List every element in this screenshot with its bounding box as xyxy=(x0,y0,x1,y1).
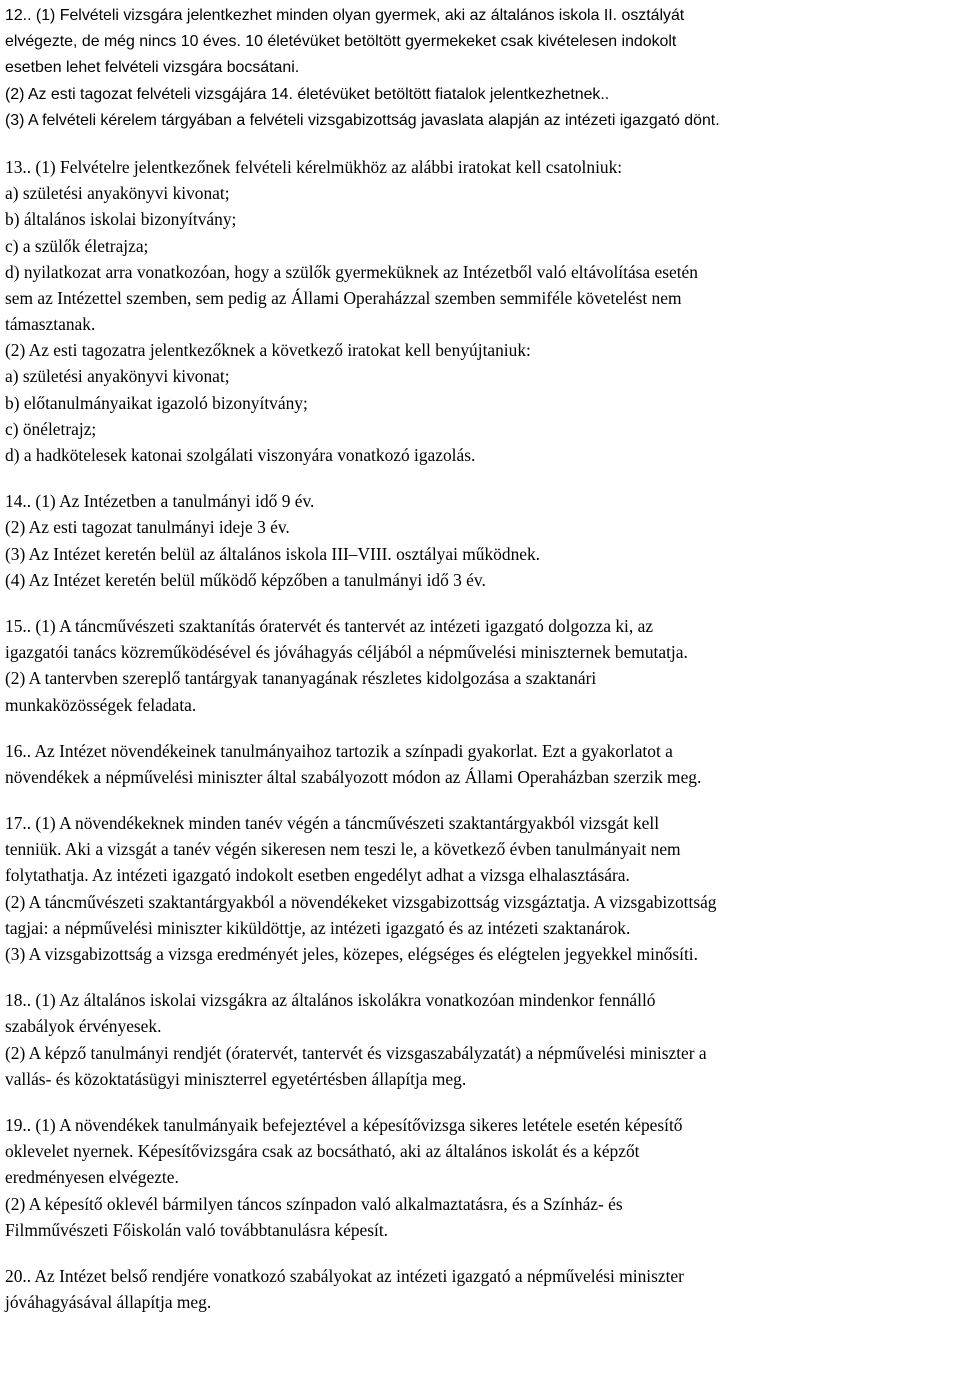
text-line: (3) A felvételi kérelem tárgyában a felvételi vizsgabizottság javaslata alapján az intézeti igazgató dönt. xyxy=(5,111,720,129)
text-line: jóváhagyásával állapítja meg. xyxy=(5,1292,212,1313)
text-line: b) előtanulmányaikat igazoló bizonyítvány; xyxy=(5,392,308,413)
text-line: d) a hadkötelesek katonai szolgálati viszonyára vonatkozó igazolás. xyxy=(5,445,476,465)
text-line: 12.. (1) Felvételi vizsgára jelentkezhet minden olyan gyermek, aki az általános iskola II. osztályát xyxy=(5,7,685,24)
text-line: (2) A tantervben szereplő tantárgyak tananyagának részletes kidolgozása a szaktanári xyxy=(5,668,597,689)
text-line: vallás- és közoktatásügyi miniszterrel egyetértésben állapítja meg. xyxy=(5,1068,467,1089)
text-line: (2) Az esti tagozat felvételi vizsgájára 14. életévüket betöltött fiatalok jelentkezhetnek.. xyxy=(5,85,610,103)
text-line: a) születési anyakönyvi kivonat; xyxy=(5,366,230,387)
paragraph-section xyxy=(5,3,957,134)
text-line: 17.. (1) A növendékeknek minden tanév végén a táncművészeti szaktantárgyakból vizsgát kell xyxy=(5,813,660,834)
paragraph-section xyxy=(5,613,957,718)
paragraph-section xyxy=(5,987,957,1092)
text-line: (2) A képző tanulmányi rendjét (óratervét, tantervét és vizsgaszabályzatát) a népművelési miniszter a xyxy=(5,1042,707,1063)
text-line: növendékek a népművelési miniszter által szabályozott módon az Állami Operaházban szerzik meg. xyxy=(5,766,702,787)
text-line: tagjai: a népművelési miniszter kiküldöttje, az intézeti igazgató és az intézeti szaktanárok. xyxy=(5,917,631,938)
text-line: 20.. Az Intézet belső rendjére vonatkozó szabályokat az intézeti igazgató a népművelési miniszter xyxy=(5,1265,684,1286)
text-line: tenniük. Aki a vizsgát a tanév végén sikeresen nem teszi le, a következő évben tanulmányait nem xyxy=(5,839,681,860)
text-line: (2) A táncművészeti szaktantárgyakból a növendékeket vizsgabizottság vizsgáztatja. A vizsgabizottság xyxy=(5,891,717,912)
text-line: szabályok érvényesek. xyxy=(5,1016,162,1037)
text-line: (3) Az Intézet keretén belül az általános iskola III–VIII. osztályai működnek. xyxy=(5,543,541,564)
text-line: igazgatói tanács közreműködésével és jóváhagyás céljából a népművelési miniszternek bemutatja. xyxy=(5,642,688,663)
paragraph-section xyxy=(5,810,957,967)
text-line: c) a szülők életrajza; xyxy=(5,235,149,256)
text-line: c) önéletrajz; xyxy=(5,418,97,439)
text-line: esetben lehet felvételi vizsgára bocsátani. xyxy=(5,59,300,77)
paragraph-section xyxy=(5,1263,957,1315)
text-line: (3) A vizsgabizottság a vizsga eredményét jeles, közepes, elégséges és elégtelen jegyekkel minősíti. xyxy=(5,944,698,964)
paragraph-section xyxy=(5,488,957,593)
text-line: sem az Intézettel szemben, sem pedig az Állami Operaházzal szemben semmiféle követelést nem xyxy=(5,287,682,308)
document-page xyxy=(5,3,957,1335)
text-line: támasztanak. xyxy=(5,314,96,335)
paragraph-section xyxy=(5,738,957,790)
paragraph-section xyxy=(5,154,957,468)
text-line: 14.. (1) Az Intézetben a tanulmányi idő 9 év. xyxy=(5,491,315,512)
text-line: eredményesen elvégezte. xyxy=(5,1167,179,1188)
text-line: a) születési anyakönyvi kivonat; xyxy=(5,183,230,204)
text-line: Filmművészeti Főiskolán való továbbtanulásra képesít. xyxy=(5,1219,389,1240)
text-line: elvégezte, de még nincs 10 éves. 10 életévüket betöltött gyermekeket csak kivételesen indokolt xyxy=(5,33,677,51)
text-line: (2) A képesítő oklevél bármilyen táncos színpadon való alkalmaztatásra, és a Színház- és xyxy=(5,1193,623,1214)
text-line: oklevelet nyernek. Képesítővizsgára csak az bocsátható, aki az általános iskolát és a képzőt xyxy=(5,1141,640,1162)
text-line: b) általános iskolai bizonyítvány; xyxy=(5,209,237,230)
text-line: (4) Az Intézet keretén belül működő képzőben a tanulmányi idő 3 év. xyxy=(5,569,486,590)
text-line: munkaközösségek feladata. xyxy=(5,694,197,715)
text-line: (2) Az esti tagozat tanulmányi ideje 3 év. xyxy=(5,517,290,538)
text-line: 15.. (1) A táncművészeti szaktanítás óratervét és tantervét az intézeti igazgató dolgozza ki, az xyxy=(5,615,654,636)
text-line: 13.. (1) Felvételre jelentkezőnek felvételi kérelmükhöz az alábbi iratokat kell csatolniuk: xyxy=(5,156,623,177)
paragraph-section xyxy=(5,1112,957,1243)
text-line: d) nyilatkozat arra vonatkozóan, hogy a szülők gyermeküknek az Intézetből való eltávolítása esetén xyxy=(5,261,698,282)
text-line: (2) Az esti tagozatra jelentkezőknek a következő iratokat kell benyújtaniuk: xyxy=(5,340,531,361)
text-line: 19.. (1) A növendékek tanulmányaik befejeztével a képesítővizsga sikeres letétele esetén képesítő xyxy=(5,1114,683,1135)
text-line: 18.. (1) Az általános iskolai vizsgákra az általános iskolákra vonatkozóan mindenkor fennálló xyxy=(5,990,656,1011)
text-line: folytathatja. Az intézeti igazgató indokolt esetben engedélyt adhat a vizsga elhalasztására. xyxy=(5,865,630,886)
text-line: 16.. Az Intézet növendékeinek tanulmányaihoz tartozik a színpadi gyakorlat. Ezt a gyakorlatot a xyxy=(5,740,673,761)
